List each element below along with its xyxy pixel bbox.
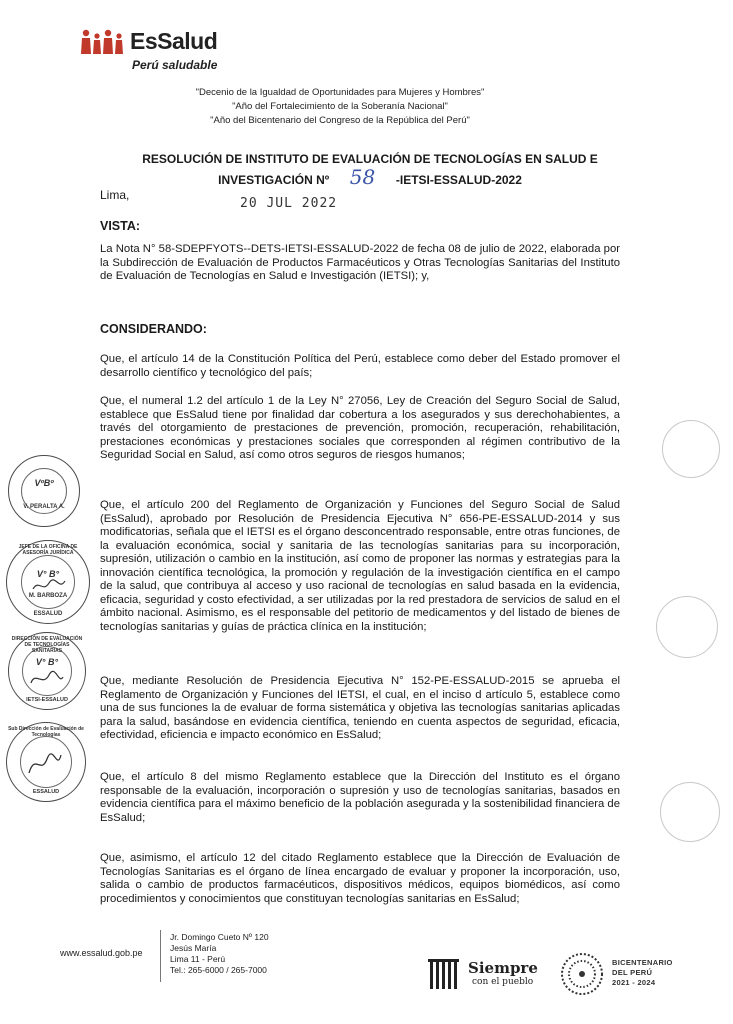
bicentenario-line: 2021 - 2024 xyxy=(612,978,656,987)
footer-address xyxy=(170,932,269,976)
title-prefix: INVESTIGACIÓN Nº xyxy=(218,173,330,187)
motto-line: "Decenio de la Igualdad de Oportunidades para Mujeres y Hombres" xyxy=(195,87,485,98)
brand-tagline: Perú saludable xyxy=(132,58,218,72)
paragraph-reglamento-200: Que, el artículo 200 del Reglamento de Organización y Funciones del Seguro Social de Salud (EsSalud), aprobado por Resolución de Presidencia Ejecutiva N° 656-PE-ESSALUD-2014 y sus modificatorias, señala que el IETSI es el órgano desconcentrado responsable, entre otras funciones, de la evaluación económica, social y sanitaria de las tecnologías sanitarias para su incorporación, supresión, utilización o cambio en la institución, así como de proponer las normas y estrategias para la innovación científica tecnológica, la promoción y regulación de la investigación científica en el campo de la salud, que contribuya al acceso y uso racional de tecnologías en salud basada en la evidencia, eficacia, seguridad y costo efectividad, a ser utilizadas por la red prestadora de servicios de salud en el ámbito nacional. Asimismo, es el responsable del petitorio de medicamentos y del listado de bienes de tecnologías sanitarias y guías de práctica clínica en la institución; xyxy=(100,499,620,633)
motto-line: "Año del Bicentenario del Congreso de la República del Perú" xyxy=(210,115,470,126)
mottos-block xyxy=(150,86,530,128)
family-figures-icon xyxy=(80,28,126,56)
stamp-ring-text: DIRECCIÓN DE EVALUACIÓN DE TECNOLOGÍAS SANITARIAS xyxy=(11,636,83,654)
stamp-vb-label: VºBº xyxy=(34,478,54,488)
essalud-logo xyxy=(80,28,240,78)
city-label: Lima, xyxy=(100,188,130,202)
stamp-ring-text: JEFE DE LA OFICINA DE ASESORÍA JURÍDICA xyxy=(18,544,78,556)
stamp-bottom-text: ESSALUD xyxy=(32,789,60,795)
stamp-bottom-text: IETSI-ESSALUD xyxy=(26,697,68,703)
approval-stamp-asesoria-juridica xyxy=(6,540,90,624)
approval-stamp-sdepfyots xyxy=(6,722,86,802)
paragraph-articulo-12: Que, asimismo, el artículo 12 del citado Reglamento establece que la Dirección de Evaluación de Tecnologías Sanitarias es el órgano de línea encargado de evaluar y proponer la incorporación, uso, salida o cambio de productos farmacéuticos, dispositivos médicos, equipos biomédicos, así como procedimientos y conocimientos que constituyan tecnologías sanitarias en EsSalud; xyxy=(100,852,620,905)
brand-name: EsSalud xyxy=(130,28,218,54)
stamp-bottom-text: ESSALUD xyxy=(33,611,63,617)
paragraph-constitucion: Que, el artículo 14 de la Constitución Política del Perú, establece como deber del Estado promover el desarrollo científico y tecnológico del país; xyxy=(100,353,620,379)
stamp-vb-label: V° B° xyxy=(36,569,60,579)
title-line-1: RESOLUCIÓN DE INSTITUTO DE EVALUACIÓN DE TECNOLOGÍAS EN SALUD E xyxy=(142,152,598,166)
address-line: Jr. Domingo Cueto Nº 120 xyxy=(170,932,269,942)
considerando-heading: CONSIDERANDO: xyxy=(100,322,207,336)
resolution-title xyxy=(100,150,640,189)
approval-stamp-peralta xyxy=(8,455,80,527)
signature-scribble xyxy=(25,749,65,779)
stamp-vb-label: V° B° xyxy=(35,657,59,667)
bicentenario-line: DEL PERÚ xyxy=(612,968,653,977)
motto-line: "Año del Fortalecimiento de la Soberanía Nacional" xyxy=(232,101,448,112)
address-line: Tel.: 265-6000 / 265-7000 xyxy=(170,965,267,975)
bleed-through-stamp xyxy=(662,420,720,478)
date-stamp: 20 JUL 2022 xyxy=(240,196,338,211)
approval-stamp-dets xyxy=(8,632,86,710)
bicentenario-text xyxy=(612,958,673,988)
signature-scribble xyxy=(29,669,65,689)
paragraph-nota: La Nota N° 58-SDEPFYOTS--DETS-IETSI-ESSALUD-2022 de fecha 08 de julio de 2022, elaborada por la Subdirección de Evaluación de Productos Farmacéuticos y Otras Tecnologías Sanitarias del Instituto de Evaluación de Tecnologías en Salud e Investigación (IETSI); y, xyxy=(100,243,620,282)
address-line: Jesús María xyxy=(170,943,217,953)
pillars-icon xyxy=(428,957,462,991)
stamp-ring-text: Sub Dirección de Evaluación de Tecnologías xyxy=(8,726,84,738)
con-el-pueblo-text: con el pueblo xyxy=(472,977,534,987)
address-line: Lima 11 - Perú xyxy=(170,954,226,964)
footer-divider xyxy=(160,930,161,982)
bleed-through-stamp xyxy=(656,596,718,658)
bicentenario-line: BICENTENARIO xyxy=(612,958,673,967)
bleed-through-stamp xyxy=(660,782,720,842)
footer-website: www.essalud.gob.pe xyxy=(60,948,143,958)
vista-heading: VISTA: xyxy=(100,219,141,233)
paragraph-resolucion-152: Que, mediante Resolución de Presidencia Ejecutiva N° 152-PE-ESSALUD-2015 se aprueba el Reglamento de Organización y Funciones del IETSI, el cual, en el inciso d artículo 5, establece como una de sus funciones la de evaluar de forma sistemática y objetiva las tecnologías sanitarias aplicadas para la salud, basándose en evidencia científica, teniendo en cuenta aspectos de seguridad, eficacia, efectividad, eficiencia e impacto económico en EsSalud; xyxy=(100,675,620,741)
paragraph-articulo-8: Que, el artículo 8 del mismo Reglamento establece que la Dirección del Instituto es el órgano responsable de la evaluación, incorporación o supresión y uso de tecnologías sanitarias, basados en evidencia científica para el máximo beneficio de la población asegurada y la sostenibilidad financiera de EsSalud; xyxy=(100,771,620,824)
stamp-signer-name: M. BARBOZA xyxy=(28,593,68,599)
siempre-con-el-pueblo-logo xyxy=(428,955,548,995)
title-line-2 xyxy=(100,165,640,189)
stamp-signer-name: V. PERALTA A. xyxy=(23,504,65,510)
resolution-number: 58 xyxy=(349,165,376,189)
signature-scribble xyxy=(31,577,67,595)
siempre-text: Siempre xyxy=(468,959,538,977)
paragraph-ley-27056: Que, el numeral 1.2 del artículo 1 de la Ley N° 27056, Ley de Creación del Seguro Social de Salud, establece que EsSalud tiene por finalidad dar cobertura a los asegurados y sus derechohabientes, a través del otorgamiento de prestaciones de prevención, promoción, recuperación, rehabilitación, prestaciones económicas y prestaciones sociales que corresponden al régimen contributivo de la Seguridad Social en Salud, así como otros seguros de riesgos humanos; xyxy=(100,395,620,461)
bicentenario-emblem-icon xyxy=(558,950,606,998)
title-suffix: -IETSI-ESSALUD-2022 xyxy=(395,173,522,187)
